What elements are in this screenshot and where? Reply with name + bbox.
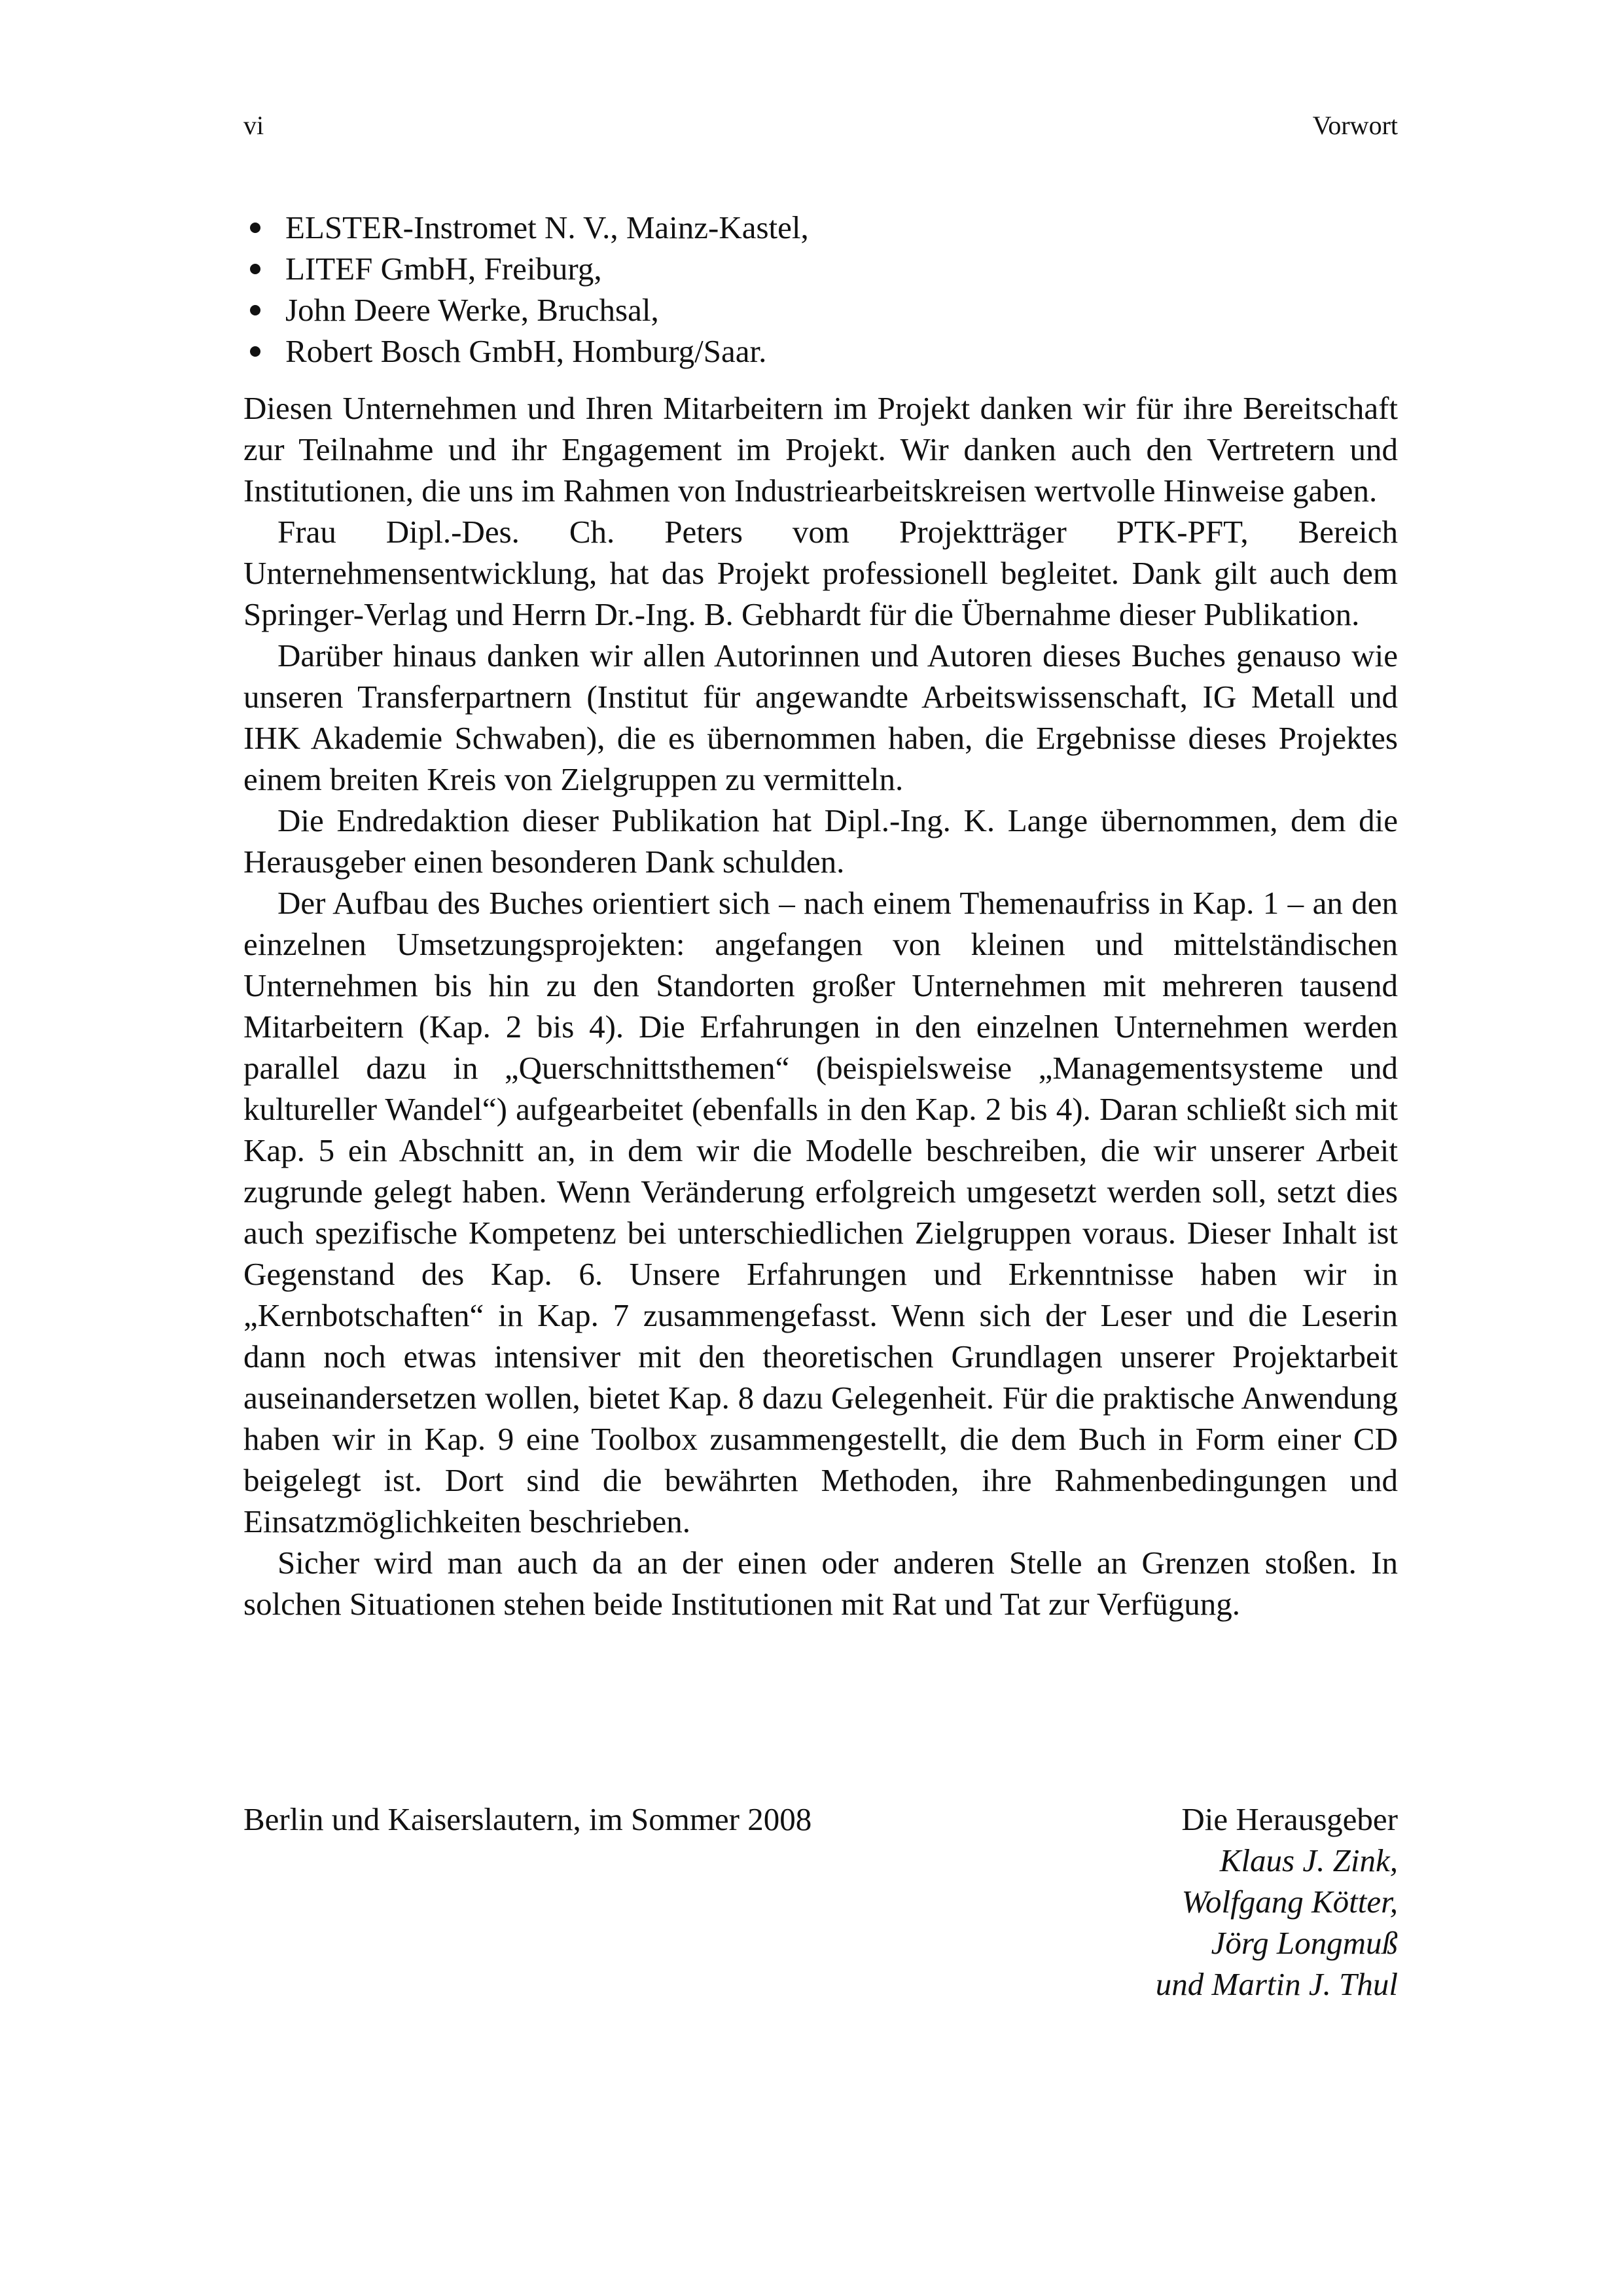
list-item — [243, 331, 1398, 372]
paragraph-thanks-ptk: Frau Dipl.-Des. Ch. Peters vom Projektträger PTK-PFT, Bereich Unternehmensentwicklung, hat das Projekt professionell begleitet. Dank gilt auch dem Springer-Verlag und Herrn Dr.-Ing. B. Gebhardt für die Übernahme dieser Publikation. — [243, 514, 1398, 632]
editors-heading: Die Herausgeber — [1181, 1801, 1398, 1837]
preface-body — [243, 387, 1398, 1624]
bullet-icon — [250, 346, 260, 357]
editor-name: Jörg Longmuß — [1211, 1925, 1398, 1961]
list-item — [243, 207, 1398, 248]
list-item-text: Robert Bosch GmbH, Homburg/Saar. — [285, 333, 767, 369]
bullet-icon — [250, 305, 260, 315]
list-item-text: ELSTER-Instromet N. V., Mainz-Kastel, — [285, 209, 809, 245]
paragraph-final-editing: Die Endredaktion dieser Publikation hat Dipl.-Ing. K. Lange übernommen, dem die Herausgeber einen besonderen Dank schulden. — [243, 802, 1398, 880]
list-item-text: LITEF GmbH, Freiburg, — [285, 251, 602, 287]
editor-name: und Martin J. Thul — [1155, 1966, 1398, 2002]
bullet-icon — [250, 264, 260, 274]
list-item — [243, 248, 1398, 289]
chapter-title: Vorwort — [1312, 111, 1398, 140]
place-date: Berlin und Kaiserslautern, im Sommer 2008 — [243, 1801, 812, 1837]
paragraph-closing: Sicher wird man auch da an der einen oder anderen Stelle an Grenzen stoßen. In solchen Situationen stehen beide Institutionen mit Rat und Tat zur Verfügung. — [243, 1545, 1398, 1622]
bullet-icon — [250, 223, 260, 233]
editors-block — [1156, 1799, 1398, 2005]
list-item — [243, 289, 1398, 331]
editor-name: Wolfgang Kötter, — [1181, 1884, 1398, 1920]
list-item-text: John Deere Werke, Bruchsal, — [285, 292, 659, 328]
editor-name: Klaus J. Zink, — [1219, 1842, 1398, 1878]
paragraph-thanks-companies: Diesen Unternehmen und Ihren Mitarbeitern im Projekt danken wir für ihre Bereitschaft zur Teilnahme und ihr Engagement im Projekt. Wir danken auch den Vertretern und Institutionen, die uns im Rahmen von Industriearbeitskreisen wertvolle Hinweise gaben. — [243, 390, 1398, 509]
paragraph-thanks-authors: Darüber hinaus danken wir allen Autorinnen und Autoren dieses Buches genauso wie unseren Transferpartnern (Institut für angewandte Arbeitswissenschaft, IG Metall und IHK Akademie Schwaben), die es übernommen haben, die Ergebnisse dieses Projektes einem breiten Kreis von Zielgruppen zu vermitteln. — [243, 637, 1398, 797]
paragraph-book-structure: Der Aufbau des Buches orientiert sich – nach einem Themenaufriss in Kap. 1 – an den einzelnen Umsetzungsprojekten: angefangen von kleinen und mittelständischen Unternehmen bis hin zu den Standorten großer Unternehmen mit mehreren tausend Mitarbeitern (Kap. 2 bis 4). Die Erfahrungen in den einzelnen Unternehmen werden parallel dazu in „Querschnittsthemen“ (beispielsweise „Managementsysteme und kultureller Wandel“) aufgearbeitet (ebenfalls in den Kap. 2 bis 4). Daran schließt sich mit Kap. 5 ein Abschnitt an, in dem wir die Modelle beschreiben, die wir unserer Arbeit zugrunde gelegt haben. Wenn Veränderung erfolgreich umgesetzt werden soll, setzt dies auch spezifische Kompetenz bei unterschiedlichen Zielgruppen voraus. Dieser Inhalt ist Gegenstand des Kap. 6. Unsere Erfahrungen und Erkenntnisse haben wir in „Kernbotschaften“ in Kap. 7 zusammengefasst. Wenn sich der Leser und die Leserin dann noch etwas intensiver mit den theoretischen Grundlagen unserer Projektarbeit auseinandersetzen wollen, bietet Kap. 8 dazu Gelegenheit. Für die praktische Anwendung haben wir in Kap. 9 eine Toolbox zusammengestellt, die dem Buch in Form einer CD beigelegt ist. Dort sind die bewährten Methoden, ihre Rahmenbedingungen und Einsatzmöglichkeiten beschrieben. — [243, 885, 1398, 1539]
partner-company-list — [243, 207, 1398, 372]
page-number: vi — [243, 111, 264, 140]
